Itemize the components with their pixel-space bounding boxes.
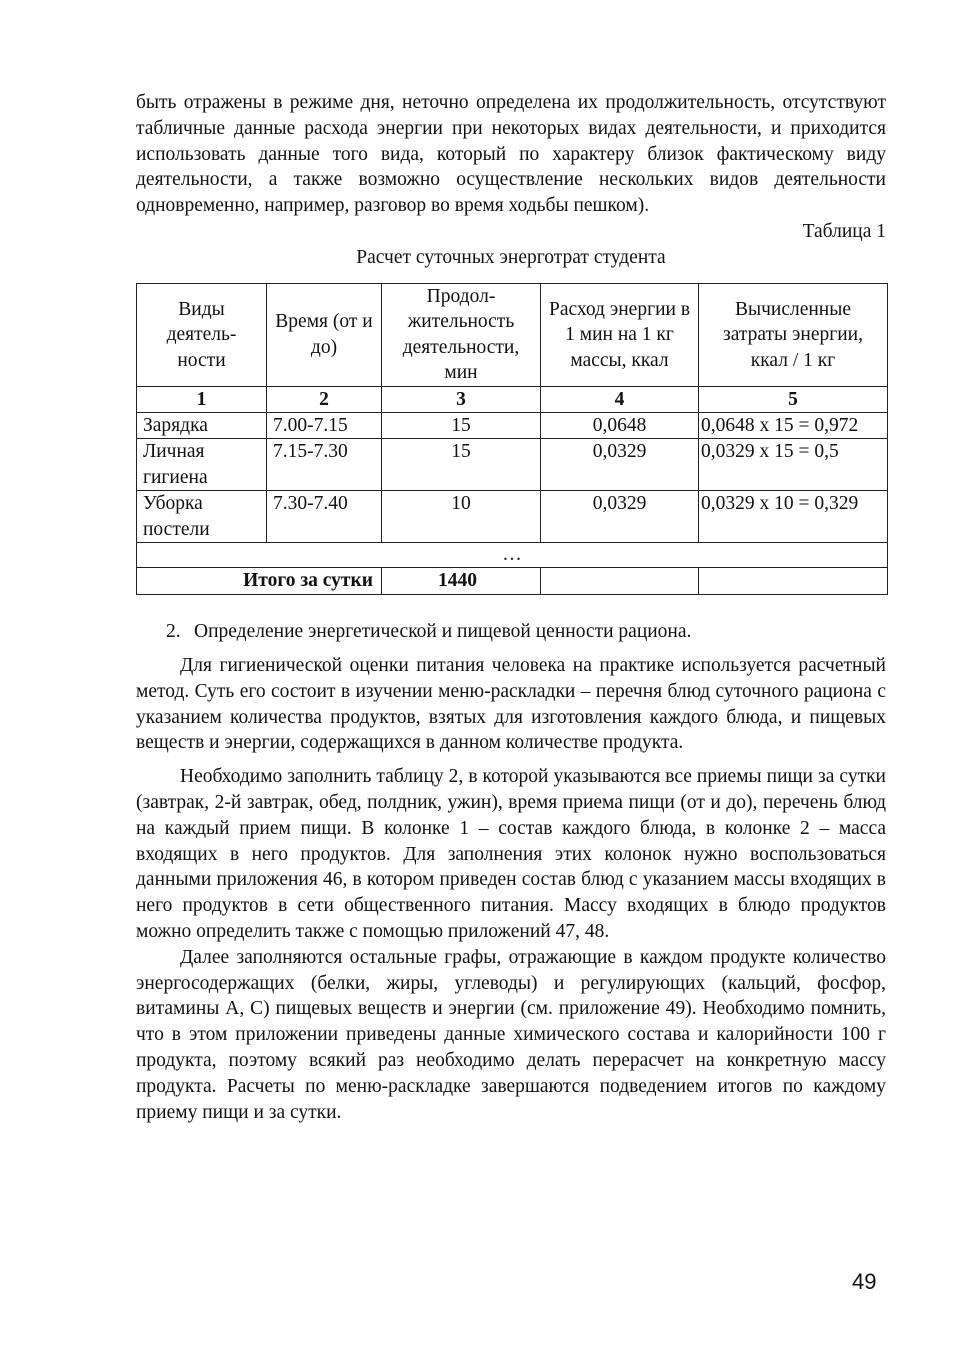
page-number: 49 xyxy=(852,1269,877,1294)
column-number: 1 xyxy=(137,386,267,412)
header-cell: Виды деятель-ности xyxy=(137,283,267,386)
paragraph-2: Необходимо заполнить таблицу 2, в которой указываются все приемы пищи за сутки (завтрак, 2-й завтрак, обед, полдник, ужин), время приема пищи (от и до), перечень блюд на каждый прием пищи. В колонке 1 – состав каждого блюда, в колонке 2 – масса входящих в него продуктов. Для заполнения этих колонок нужно воспользоваться данными приложения 46, в котором приведен состав блюд с указанием массы входящих в него продуктов в сети общественного питания. Массу входящих в блюдо продуктов можно определить также с помощью приложений 47, 48. xyxy=(136,766,886,942)
table-row xyxy=(137,491,888,543)
total-label: Итого за сутки xyxy=(137,568,382,595)
total-row xyxy=(137,568,888,595)
column-number-row xyxy=(137,386,888,412)
intro-paragraph: быть отражены в режиме дня, неточно определена их продолжительность, отсутствуют табличные данные расхода энергии при некоторых видах деятельности, и приходится использовать данные того вида, который по характеру близок фактическому виду деятельности, а также возможно осуществление нескольких видов деятельности одновременно, например, разговор во время ходьбы пешком). xyxy=(136,92,886,217)
empty-cell xyxy=(699,568,888,595)
table-cell: Уборка постели xyxy=(137,491,267,543)
table-cell: 10 xyxy=(382,491,541,543)
page-content xyxy=(136,90,886,1125)
table-cell: 0,0329 xyxy=(541,491,699,543)
table-row xyxy=(137,439,888,491)
energy-table xyxy=(136,283,888,595)
table-cell: 15 xyxy=(382,439,541,491)
table-header-row xyxy=(137,283,888,386)
paragraph-1: Для гигиенической оценки питания человека на практике используется расчетный метод. Суть его состоит в изучении меню-раскладки – перечня блюд суточного рациона с указанием количества продуктов, взятых для изготовления каждого блюда, и пищевых веществ и энергии, содержащихся в данном количестве продукта. xyxy=(136,654,886,754)
table-cell: Зарядка xyxy=(137,412,267,439)
column-number: 2 xyxy=(267,386,382,412)
table-cell: 15 xyxy=(382,412,541,439)
ellipsis-row xyxy=(137,543,888,568)
table-label: Таблица 1 xyxy=(802,220,886,242)
list-item xyxy=(136,619,886,645)
table-cell: Личная гигиена xyxy=(137,439,267,491)
table-cell: 0,0648 х 15 = 0,972 xyxy=(699,412,888,439)
table-cell: 7.15-7.30 xyxy=(267,439,382,491)
table-cell: 0,0648 xyxy=(541,412,699,439)
header-cell: Расход энергии в 1 мин на 1 кг массы, ккал xyxy=(541,283,699,386)
table-cell: 0,0329 xyxy=(541,439,699,491)
empty-cell xyxy=(541,568,699,595)
header-cell: Вычисленные затраты энергии, ккал / 1 кг xyxy=(699,283,888,386)
table-cell: 0,0329 х 15 = 0,5 xyxy=(699,439,888,491)
table-cell: 0,0329 х 10 = 0,329 xyxy=(699,491,888,543)
table-cell: 7.30-7.40 xyxy=(267,491,382,543)
column-number: 5 xyxy=(699,386,888,412)
list-item-number: 2. xyxy=(166,620,181,642)
table-row xyxy=(137,412,888,439)
table-title: Расчет суточных энерготрат студента xyxy=(356,246,666,268)
header-cell: Время (от и до) xyxy=(267,283,382,386)
paragraph-3: Далее заполняются остальные графы, отражающие в каждом продукте количество энергосодержащих (белки, жиры, углеводы) и регулирующих (кальций, фосфор, витамины А, С) пищевых веществ и энергии (см. приложение 49). Необходимо помнить, что в этом приложении приведены данные химического состава и калорийности 100 г продукта, поэтому всякий раз необходимо делать перерасчет на конкретную массу продукта. Расчеты по меню-раскладке завершаются подведением итогов по каждому приему пищи и за сутки. xyxy=(136,946,886,1123)
ellipsis-cell: … xyxy=(137,543,888,568)
total-value: 1440 xyxy=(382,568,541,595)
table-cell: 7.00-7.15 xyxy=(267,412,382,439)
column-number: 4 xyxy=(541,386,699,412)
column-number: 3 xyxy=(382,386,541,412)
header-cell: Продол-жительность деятельности, мин xyxy=(382,283,541,386)
list-item-text: Определение энергетической и пищевой ценности рациона. xyxy=(194,620,692,642)
